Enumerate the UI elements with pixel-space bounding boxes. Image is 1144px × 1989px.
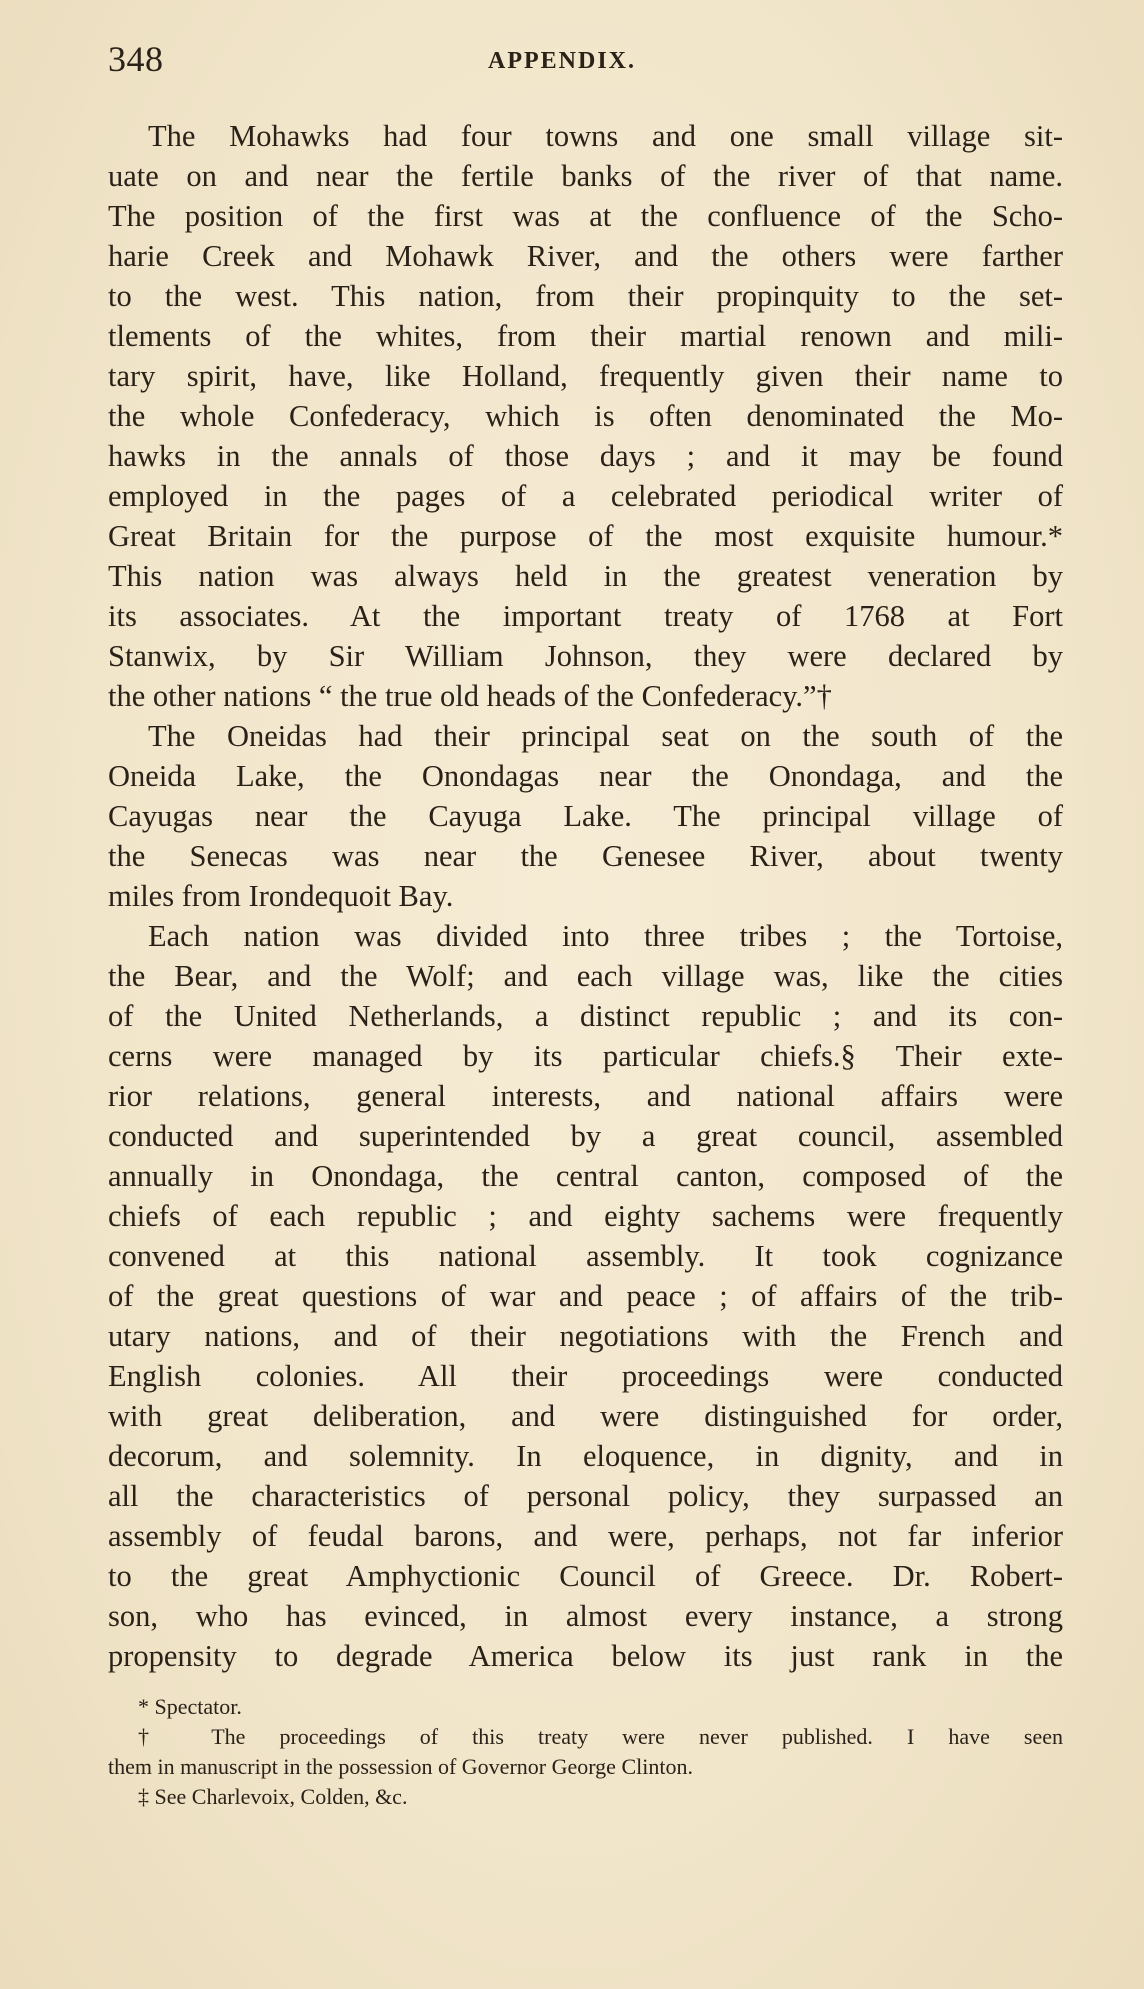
text-line: tary spirit, have, like Holland, frequently given their name to: [108, 359, 1063, 393]
text-line: son, who has evinced, in almost every instance, a strong: [108, 1599, 1063, 1633]
text-line: conducted and superintended by a great council, assembled: [108, 1119, 1063, 1153]
text-line: English colonies. All their proceedings were conducted: [108, 1359, 1063, 1393]
text-line: Oneida Lake, the Onondagas near the Onondaga, and the: [108, 759, 1063, 793]
text-line: decorum, and solemnity. In eloquence, in dignity, and in: [108, 1439, 1063, 1473]
footnote: * Spectator.: [138, 1694, 242, 1719]
text-line: rior relations, general interests, and national affairs were: [108, 1079, 1063, 1113]
text-line: Great Britain for the purpose of the most exquisite humour.*: [108, 519, 1063, 553]
text-line: Stanwix, by Sir William Johnson, they were declared by: [108, 639, 1063, 673]
text-line: the Bear, and the Wolf; and each village was, like the cities: [108, 959, 1063, 993]
text-line: employed in the pages of a celebrated periodical writer of: [108, 479, 1063, 513]
text-line: the other nations “ the true old heads of the Confederacy.”†: [108, 679, 832, 713]
text-line: of the United Netherlands, a distinct republic ; and its con-: [108, 999, 1063, 1033]
page-number: 348: [108, 39, 164, 79]
text-line: Each nation was divided into three tribes ; the Tortoise,: [148, 919, 1063, 953]
text-line: assembly of feudal barons, and were, perhaps, not far inferior: [108, 1519, 1063, 1553]
text-line: the Senecas was near the Genesee River, about twenty: [108, 839, 1063, 873]
text-line: The position of the first was at the confluence of the Scho-: [108, 199, 1063, 233]
text-line: its associates. At the important treaty of 1768 at Fort: [108, 599, 1063, 633]
text-line: chiefs of each republic ; and eighty sachems were frequently: [108, 1199, 1063, 1233]
text-line: Cayugas near the Cayuga Lake. The principal village of: [108, 799, 1063, 833]
text-line: convened at this national assembly. It took cognizance: [108, 1239, 1063, 1273]
text-line: harie Creek and Mohawk River, and the others were farther: [108, 239, 1063, 273]
text-line: miles from Irondequoit Bay.: [108, 879, 454, 913]
body-text: [108, 116, 1063, 1676]
text-line: tlements of the whites, from their martial renown and mili-: [108, 319, 1063, 353]
text-line: The Oneidas had their principal seat on the south of the: [148, 719, 1063, 753]
text-line: to the great Amphyctionic Council of Greece. Dr. Robert-: [108, 1559, 1063, 1593]
page-header: [108, 38, 1063, 88]
text-line: utary nations, and of their negotiations with the French and: [108, 1319, 1063, 1353]
running-head: APPENDIX.: [488, 48, 636, 74]
text-line: hawks in the annals of those days ; and it may be found: [108, 439, 1063, 473]
text-line: This nation was always held in the greatest veneration by: [108, 559, 1063, 593]
text-line: cerns were managed by its particular chiefs.§ Their exte-: [108, 1039, 1063, 1073]
text-line: uate on and near the fertile banks of the river of that name.: [108, 159, 1063, 193]
footnote: † The proceedings of this treaty were never published. I have seen: [138, 1724, 1063, 1749]
text-line: with great deliberation, and were distinguished for order,: [108, 1399, 1063, 1433]
footnote: them in manuscript in the possession of Governor George Clinton.: [108, 1754, 693, 1779]
footnotes: [108, 1692, 1063, 1812]
text-line: propensity to degrade America below its just rank in the: [108, 1639, 1063, 1673]
text-line: The Mohawks had four towns and one small village sit-: [148, 119, 1063, 153]
text-line: of the great questions of war and peace ; of affairs of the trib-: [108, 1279, 1063, 1313]
text-line: annually in Onondaga, the central canton, composed of the: [108, 1159, 1063, 1193]
text-line: all the characteristics of personal policy, they surpassed an: [108, 1479, 1063, 1513]
footnote: ‡ See Charlevoix, Colden, &c.: [138, 1784, 408, 1809]
text-line: the whole Confederacy, which is often denominated the Mo-: [108, 399, 1063, 433]
text-line: to the west. This nation, from their propinquity to the set-: [108, 279, 1063, 313]
